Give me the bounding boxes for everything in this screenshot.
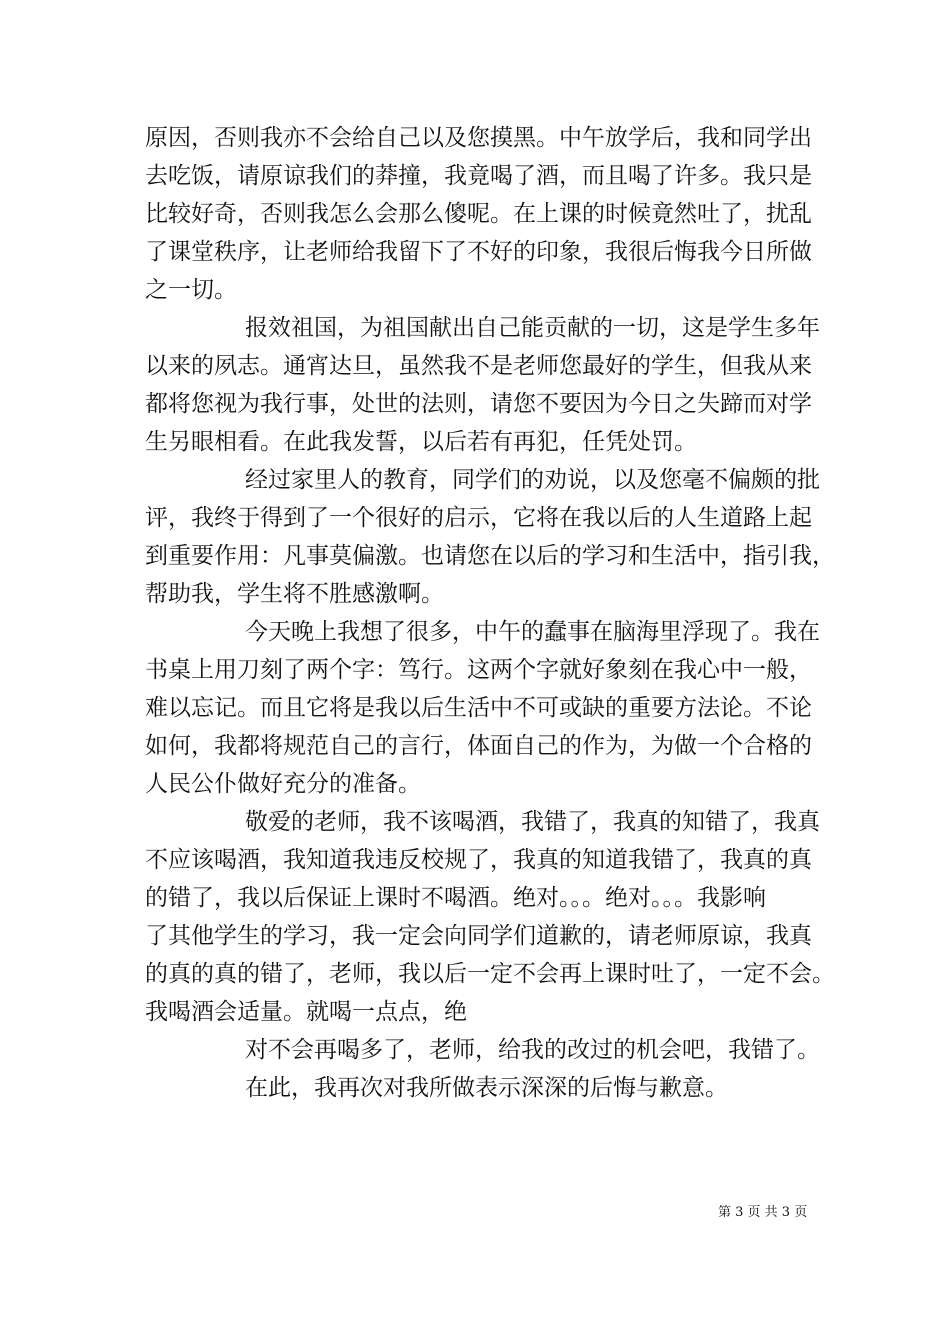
text-line: 帮助我，学生将不胜感激啊。 bbox=[145, 581, 444, 607]
text-line: 了其他学生的学习，我一定会向同学们道歉的，请老师原谅，我真 bbox=[145, 923, 812, 949]
text-line: 原因，否则我亦不会给自己以及您摸黑。中午放学后，我和同学出 bbox=[145, 125, 812, 151]
text-line: 不应该喝酒，我知道我违反校规了，我真的知道我错了，我真的真 bbox=[145, 847, 812, 873]
text-line: 都将您视为我行事，处世的法则，请您不要因为今日之失蹄而对学 bbox=[145, 391, 812, 417]
text-line: 经过家里人的教育，同学们的劝说，以及您毫不偏颇的批 bbox=[245, 467, 820, 493]
text-line: 了课堂秩序，让老师给我留下了不好的印象，我很后悔我今日所做 bbox=[145, 239, 812, 265]
page-number: 第 3 页 共 3 页 bbox=[718, 1205, 808, 1220]
text-line: 生另眼相看。在此我发誓，以后若有再犯，任凭处罚。 bbox=[145, 429, 697, 455]
text-line: 之一切。 bbox=[145, 277, 237, 303]
text-line: 评，我终于得到了一个很好的启示，它将在我以后的人生道路上起 bbox=[145, 505, 812, 531]
text-line: 比较好奇，否则我怎么会那么傻呢。在上课的时候竟然吐了，扰乱 bbox=[145, 201, 812, 227]
text-line: 难以忘记。而且它将是我以后生活中不可或缺的重要方法论。不论 bbox=[145, 695, 812, 721]
text-line: 我喝酒会适量。就喝一点点，绝 bbox=[145, 999, 467, 1025]
text-line: 到重要作用：凡事莫偏激。也请您在以后的学习和生活中，指引我， bbox=[145, 543, 835, 569]
text-line: 书桌上用刀刻了两个字：笃行。这两个字就好象刻在我心中一般， bbox=[145, 657, 812, 683]
text-line: 人民公仆做好充分的准备。 bbox=[145, 771, 421, 797]
text-line: 今天晚上我想了很多，中午的蠢事在脑海里浮现了。我在 bbox=[245, 619, 820, 645]
text-line: 报效祖国，为祖国献出自己能贡献的一切，这是学生多年 bbox=[245, 315, 820, 341]
text-line: 在此，我再次对我所做表示深深的后悔与歉意。 bbox=[245, 1075, 728, 1101]
text-line: 的真的真的错了，老师，我以后一定不会再上课时吐了，一定不会。 bbox=[145, 961, 835, 987]
text-line: 如何，我都将规范自己的言行，体面自己的作为，为做一个合格的 bbox=[145, 733, 812, 759]
text-line: 去吃饭，请原谅我们的莽撞，我竟喝了酒，而且喝了许多。我只是 bbox=[145, 163, 812, 189]
text-line: 敬爱的老师，我不该喝酒，我错了，我真的知错了，我真 bbox=[245, 809, 820, 835]
text-line: 对不会再喝多了，老师，给我的改过的机会吧，我错了。 bbox=[245, 1037, 820, 1063]
text-line: 以来的夙志。通宵达旦，虽然我不是老师您最好的学生，但我从来 bbox=[145, 353, 812, 379]
text-line: 的错了，我以后保证上课时不喝酒。绝对。。。绝对。。。我影响 bbox=[145, 885, 766, 911]
